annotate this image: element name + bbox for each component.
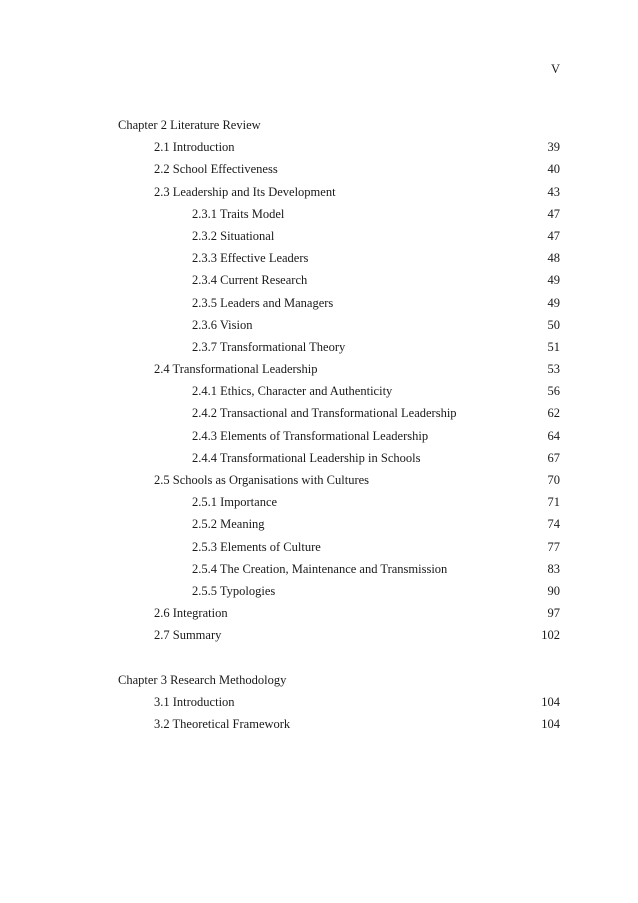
entry-page-number: 47: [547, 228, 560, 243]
entry-title: 2.3.3 Effective Leaders: [192, 251, 309, 266]
entry-page-number: 104: [541, 694, 560, 709]
entry-page-number: 39: [547, 140, 560, 155]
entry-title: 2.5.5 Typologies: [192, 583, 276, 598]
entry-title: 2.4.3 Elements of Transformational Leadership: [192, 428, 429, 443]
entry-page-number: 50: [547, 317, 560, 332]
toc-subsection-entry: [118, 225, 560, 247]
entry-title: 2.2 School Effectiveness: [154, 162, 278, 177]
entry-title: 3.1 Introduction: [154, 694, 235, 709]
toc-subsection-entry: [118, 292, 560, 314]
chapter-heading: Chapter 2 Literature Review: [118, 118, 261, 132]
toc-subsection-entry: [118, 314, 560, 336]
toc-section-entry: [118, 624, 560, 646]
page-number: V: [550, 62, 560, 76]
entry-title: 2.6 Integration: [154, 606, 228, 621]
entry-page-number: 40: [547, 162, 560, 177]
toc-section-entry: [118, 358, 560, 380]
entry-page-number: 70: [547, 473, 560, 487]
entry-page-number: 53: [547, 362, 560, 377]
toc-subsection-entry: [118, 247, 560, 269]
entry-title: 2.4.2 Transactional and Transformational Leadership: [192, 406, 457, 421]
toc-section-entry: [118, 181, 560, 203]
entry-title: 2.3 Leadership and Its Development: [154, 184, 336, 199]
entry-title: 2.4.4 Transformational Leadership in Schools: [192, 450, 421, 465]
entry-title: 2.5.2 Meaning: [192, 517, 265, 532]
toc-subsection-entry: [118, 491, 560, 513]
entry-title: 2.3.1 Traits Model: [192, 206, 285, 221]
toc-subsection-entry: [118, 402, 560, 424]
entry-title: 2.4.1 Ethics, Character and Authenticity: [192, 384, 393, 399]
entry-title: 2.7 Summary: [154, 628, 222, 643]
entry-page-number: 48: [547, 251, 560, 266]
chapter-heading: Chapter 3 Research Methodology: [118, 672, 287, 687]
chapter-spacer: [118, 647, 560, 669]
toc-subsection-entry: [118, 513, 560, 535]
entry-page-number: 71: [547, 495, 560, 510]
entry-page-number: 56: [547, 384, 560, 399]
entry-page-number: 83: [547, 561, 560, 576]
table-of-contents: [118, 114, 560, 735]
entry-title: 2.3.6 Vision: [192, 317, 253, 332]
entry-title: 2.5 Schools as Organisations with Cultures: [154, 473, 370, 487]
entry-title: 2.3.2 Situational: [192, 228, 275, 243]
toc-subsection-entry: [118, 203, 560, 225]
entry-page-number: 62: [547, 406, 560, 421]
entry-page-number: 64: [547, 428, 560, 443]
entry-page-number: 90: [547, 583, 560, 598]
entry-title: 2.5.4 The Creation, Maintenance and Transmission: [192, 561, 448, 576]
toc-section-entry: [118, 469, 560, 491]
toc-section-entry: [118, 713, 560, 735]
toc-subsection-entry: [118, 447, 560, 469]
entry-page-number: 47: [547, 206, 560, 221]
toc-subsection-entry: [118, 425, 560, 447]
entry-title: 2.3.4 Current Research: [192, 273, 308, 288]
entry-page-number: 102: [541, 628, 560, 643]
entry-page-number: 67: [547, 450, 560, 465]
entry-title: 2.3.7 Transformational Theory: [192, 339, 346, 354]
entry-page-number: 97: [547, 606, 560, 621]
entry-page-number: 74: [547, 517, 560, 532]
toc-subsection-entry: [118, 536, 560, 558]
toc-subsection-entry: [118, 580, 560, 602]
entry-page-number: 104: [541, 717, 560, 732]
entry-title: 2.4 Transformational Leadership: [154, 362, 318, 377]
entry-page-number: 49: [547, 273, 560, 288]
toc-section-entry: [118, 158, 560, 180]
toc-section-entry: [118, 602, 560, 624]
toc-section-entry: [118, 136, 560, 158]
toc-subsection-entry: [118, 380, 560, 402]
entry-page-number: 43: [547, 184, 560, 199]
entry-page-number: 49: [547, 295, 560, 310]
entry-page-number: 51: [547, 339, 560, 354]
entry-title: 2.5.3 Elements of Culture: [192, 539, 321, 554]
entry-title: 3.2 Theoretical Framework: [154, 717, 291, 732]
entry-title: 2.5.1 Importance: [192, 495, 278, 510]
entry-page-number: 77: [547, 539, 560, 554]
toc-subsection-entry: [118, 558, 560, 580]
toc-subsection-entry: [118, 269, 560, 291]
toc-section-entry: [118, 691, 560, 713]
entry-title: 2.3.5 Leaders and Managers: [192, 295, 334, 310]
entry-title: 2.1 Introduction: [154, 140, 235, 155]
toc-subsection-entry: [118, 336, 560, 358]
